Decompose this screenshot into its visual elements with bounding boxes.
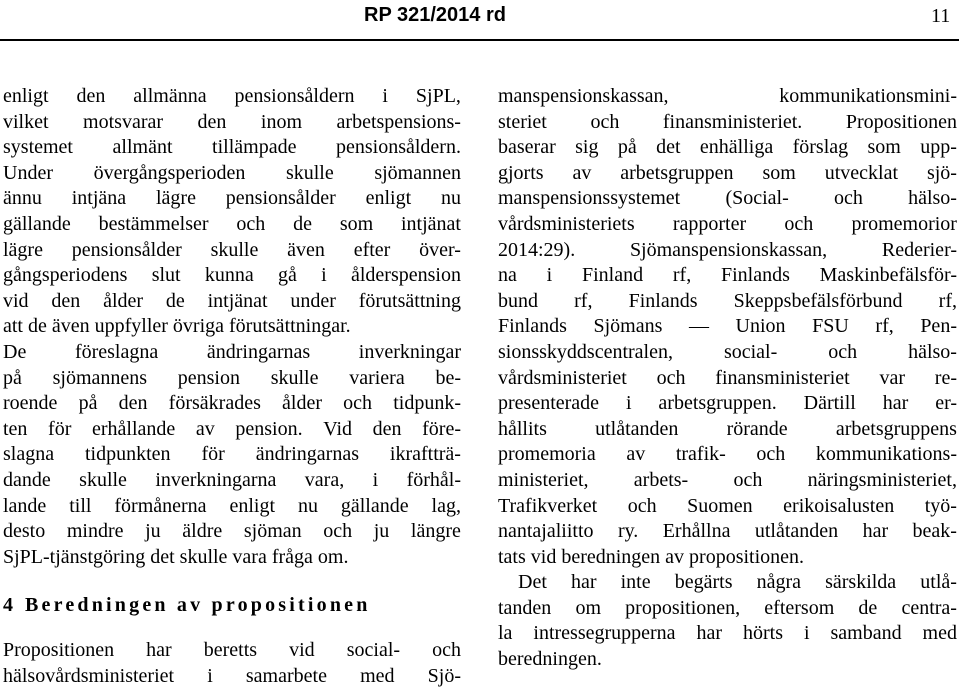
paragraph-3 [3, 638, 461, 689]
text-line: 2014:29). Sjömanspensionskassan, Rederier- [498, 238, 957, 261]
section-heading [3, 594, 371, 617]
text-line: Under övergångsperioden skulle sjömannen [3, 161, 461, 184]
text-line: slagna tidpunkten för ändringarnas ikraftträ- [3, 443, 461, 466]
text-line: ten för erhållande av pension. Vid den före- [3, 417, 461, 440]
text-line: systemet allmänt tillämpade pensionsåldern. [3, 136, 461, 159]
text-line: roende på den försäkrades ålder och tidpunk- [3, 392, 461, 415]
left-column [3, 84, 461, 570]
text-line: vårdsministeriet och finansministeriet var re- [498, 366, 957, 389]
text-line: vid den ålder de intjänat under förutsättning [3, 289, 461, 312]
text-line: vårdsministeriets rapporter och promemorior [498, 212, 957, 235]
paragraph-2 [498, 570, 957, 672]
text-line: på sjömannens pension skulle variera be- [3, 366, 461, 389]
text-line: hållits utlåtanden rörande arbetsgruppens [498, 417, 957, 440]
text-line: Trafikverket och Suomen erikoisalusten työ- [498, 494, 957, 517]
document-title: RP 321/2014 rd [364, 4, 506, 26]
right-column [498, 84, 957, 673]
paragraph-1 [3, 84, 461, 340]
text-line: gångsperiodens slut kunna gå i ålderspension [3, 264, 461, 287]
text-line: dande skulle inverkningarna vara, i förhål- [3, 468, 461, 491]
text-line: ännu intjäna lägre pensionsålder enligt nu [3, 187, 461, 210]
text-line: nantajaliitto ry. Erhållna utlåtanden har beak- [498, 520, 957, 543]
text-line: la intressegrupperna har hörts i samband med [498, 622, 957, 645]
text-line: sionsskyddscentralen, social- och hälso- [498, 340, 957, 363]
text-line: na i Finland rf, Finlands Maskinbefälsför- [498, 264, 957, 287]
paragraph-2 [3, 340, 461, 570]
page-number: 11 [931, 5, 951, 27]
text-line: promemoria av trafik- och kommunikations- [498, 443, 957, 466]
text-line: hälsovårdsministeriet i samarbete med Sjö- [3, 664, 461, 687]
text-line: att de även uppfyller övriga förutsättningar. [3, 315, 351, 338]
paragraph-1 [498, 84, 957, 570]
text-line: gjorts av arbetsgruppen som utvecklat sjö- [498, 161, 957, 184]
text-line: De föreslagna ändringarnas inverkningar [3, 340, 461, 363]
section-number: 4 [3, 594, 13, 616]
text-line: manspensionskassan, kommunikationsmini- [498, 85, 957, 107]
text-line: SjPL-tjänstgöring det skulle vara fråga om. [3, 545, 349, 568]
text-line: steriet och finansministeriet. Propositionen [498, 110, 957, 133]
text-line: lande till förmånerna enligt nu gällande lag, [3, 494, 461, 517]
text-line: desto mindre ju äldre sjöman och ju längre [3, 520, 461, 543]
text-line: presenterade i arbetsgruppen. Därtill har er- [498, 392, 957, 415]
text-line: Finlands Sjömans — Union FSU rf, Pen- [498, 315, 957, 338]
text-line: lägre pensionsålder skulle även efter över- [3, 238, 461, 261]
text-line: Propositionen har beretts vid social- och [3, 639, 461, 661]
text-line: tanden om propositionen, eftersom de centra- [498, 596, 957, 619]
text-line: baserar sig på det enhälliga förslag som upp- [498, 136, 957, 159]
text-line: bund rf, Finlands Skeppsbefälsförbund rf, [498, 289, 957, 312]
text-line: tats vid beredningen av propositionen. [498, 545, 805, 568]
text-line: enligt den allmänna pensionsåldern i SjPL, [3, 85, 461, 107]
text-line: gällande bestämmelser och de som intjänat [3, 212, 461, 235]
section-title: Beredningen av propositionen [25, 594, 371, 616]
text-line: Det har inte begärts några särskilda utlå- [518, 571, 957, 594]
text-line: ministeriet, arbets- och näringsministeriet, [498, 468, 957, 491]
text-line: manspensionssystemet (Social- och hälso- [498, 187, 957, 210]
text-line: beredningen. [498, 648, 602, 671]
header-divider [0, 39, 959, 41]
text-line: vilket motsvarar den inom arbetspensions- [3, 110, 461, 133]
